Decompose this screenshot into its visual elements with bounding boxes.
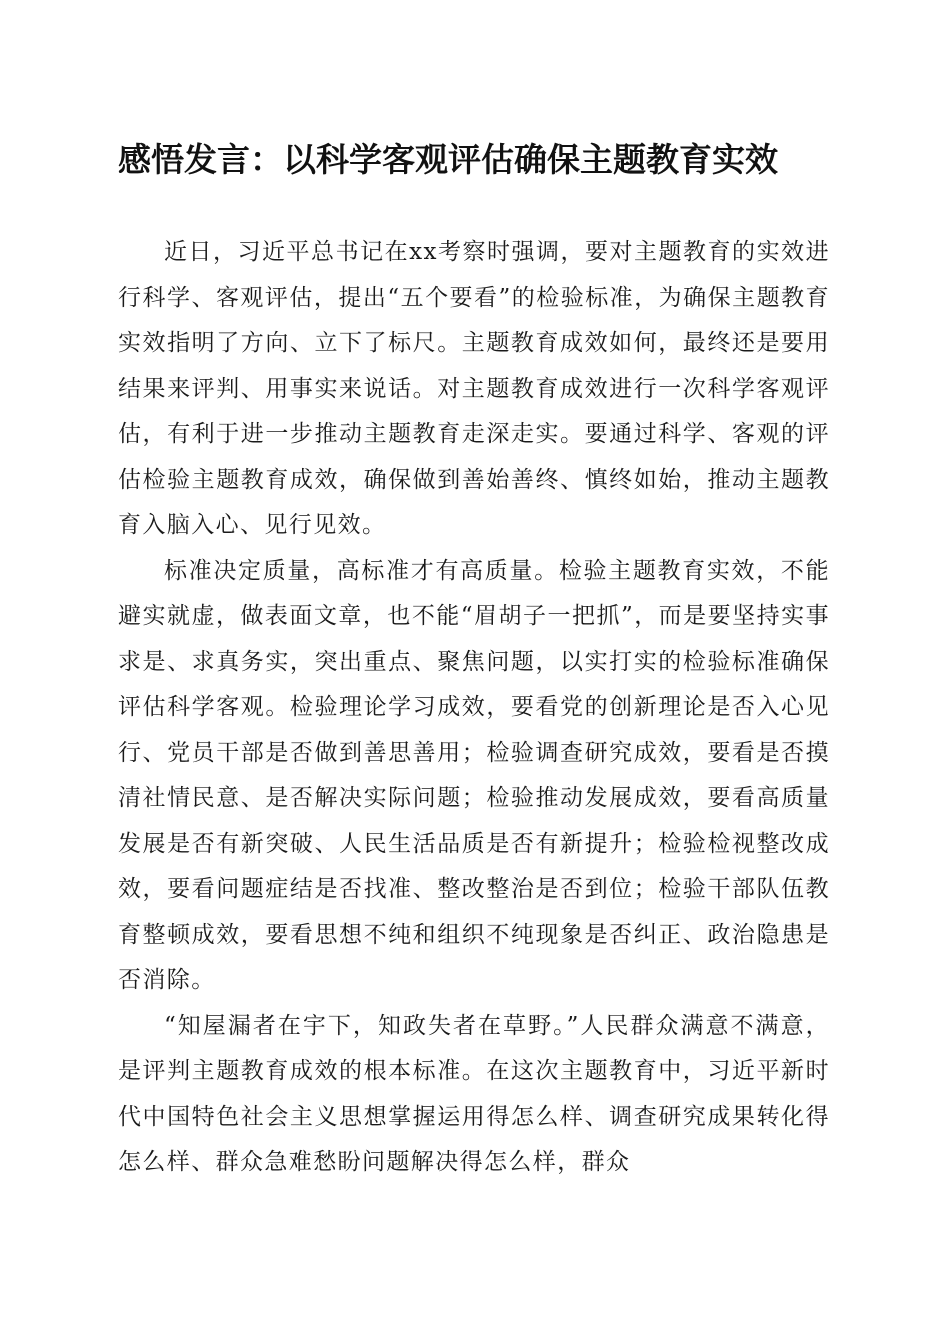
paragraph-2: 标准决定质量，高标准才有高质量。检验主题教育实效，不能避实就虚，做表面文章，也不能“眉胡子一把抓”，而是要坚持实事求是、求真务实，突出重点、聚焦问题，以实打实的检验标准确保评估科学客观。检验理论学习成效，要看党的创新理论是否入心见行、党员干部是否做到善思善用；检验调查研究成效，要看是否摸清社情民意、是否解决实际问题；检验推动发展成效，要看高质量发展是否有新突破、人民生活品质是否有新提升；检验检视整改成效，要看问题症结是否找准、整改整治是否到位；检验干部队伍教育整顿成效，要看思想不纯和组织不纯现象是否纠正、政治隐患是否消除。 [118,557,830,993]
paragraph-1: 近日，习近平总书记在xx考察时强调，要对主题教育的实效进行科学、客观评估，提出“五个要看”的检验标准，为确保主题教育实效指明了方向、立下了标尺。主题教育成效如何，最终还是要用结果来评判、用事实来说话。对主题教育成效进行一次科学客观评估，有利于进一步推动主题教育走深走实。要通过科学、客观的评估检验主题教育成效，确保做到善始善终、慎终如始，推动主题教育入脑入心、见行见效。 [118,239,830,538]
document-title: 感悟发言：以科学客观评估确保主题教育实效 [118,140,778,179]
paragraph-3: “知屋漏者在宇下，知政失者在草野。”人民群众满意不满意，是评判主题教育成效的根本标准。在这次主题教育中，习近平新时代中国特色社会主义思想掌握运用得怎么样、调查研究成果转化得怎么样、群众急难愁盼问题解决得怎么样，群众 [118,1012,830,1175]
document-body [118,230,830,1186]
